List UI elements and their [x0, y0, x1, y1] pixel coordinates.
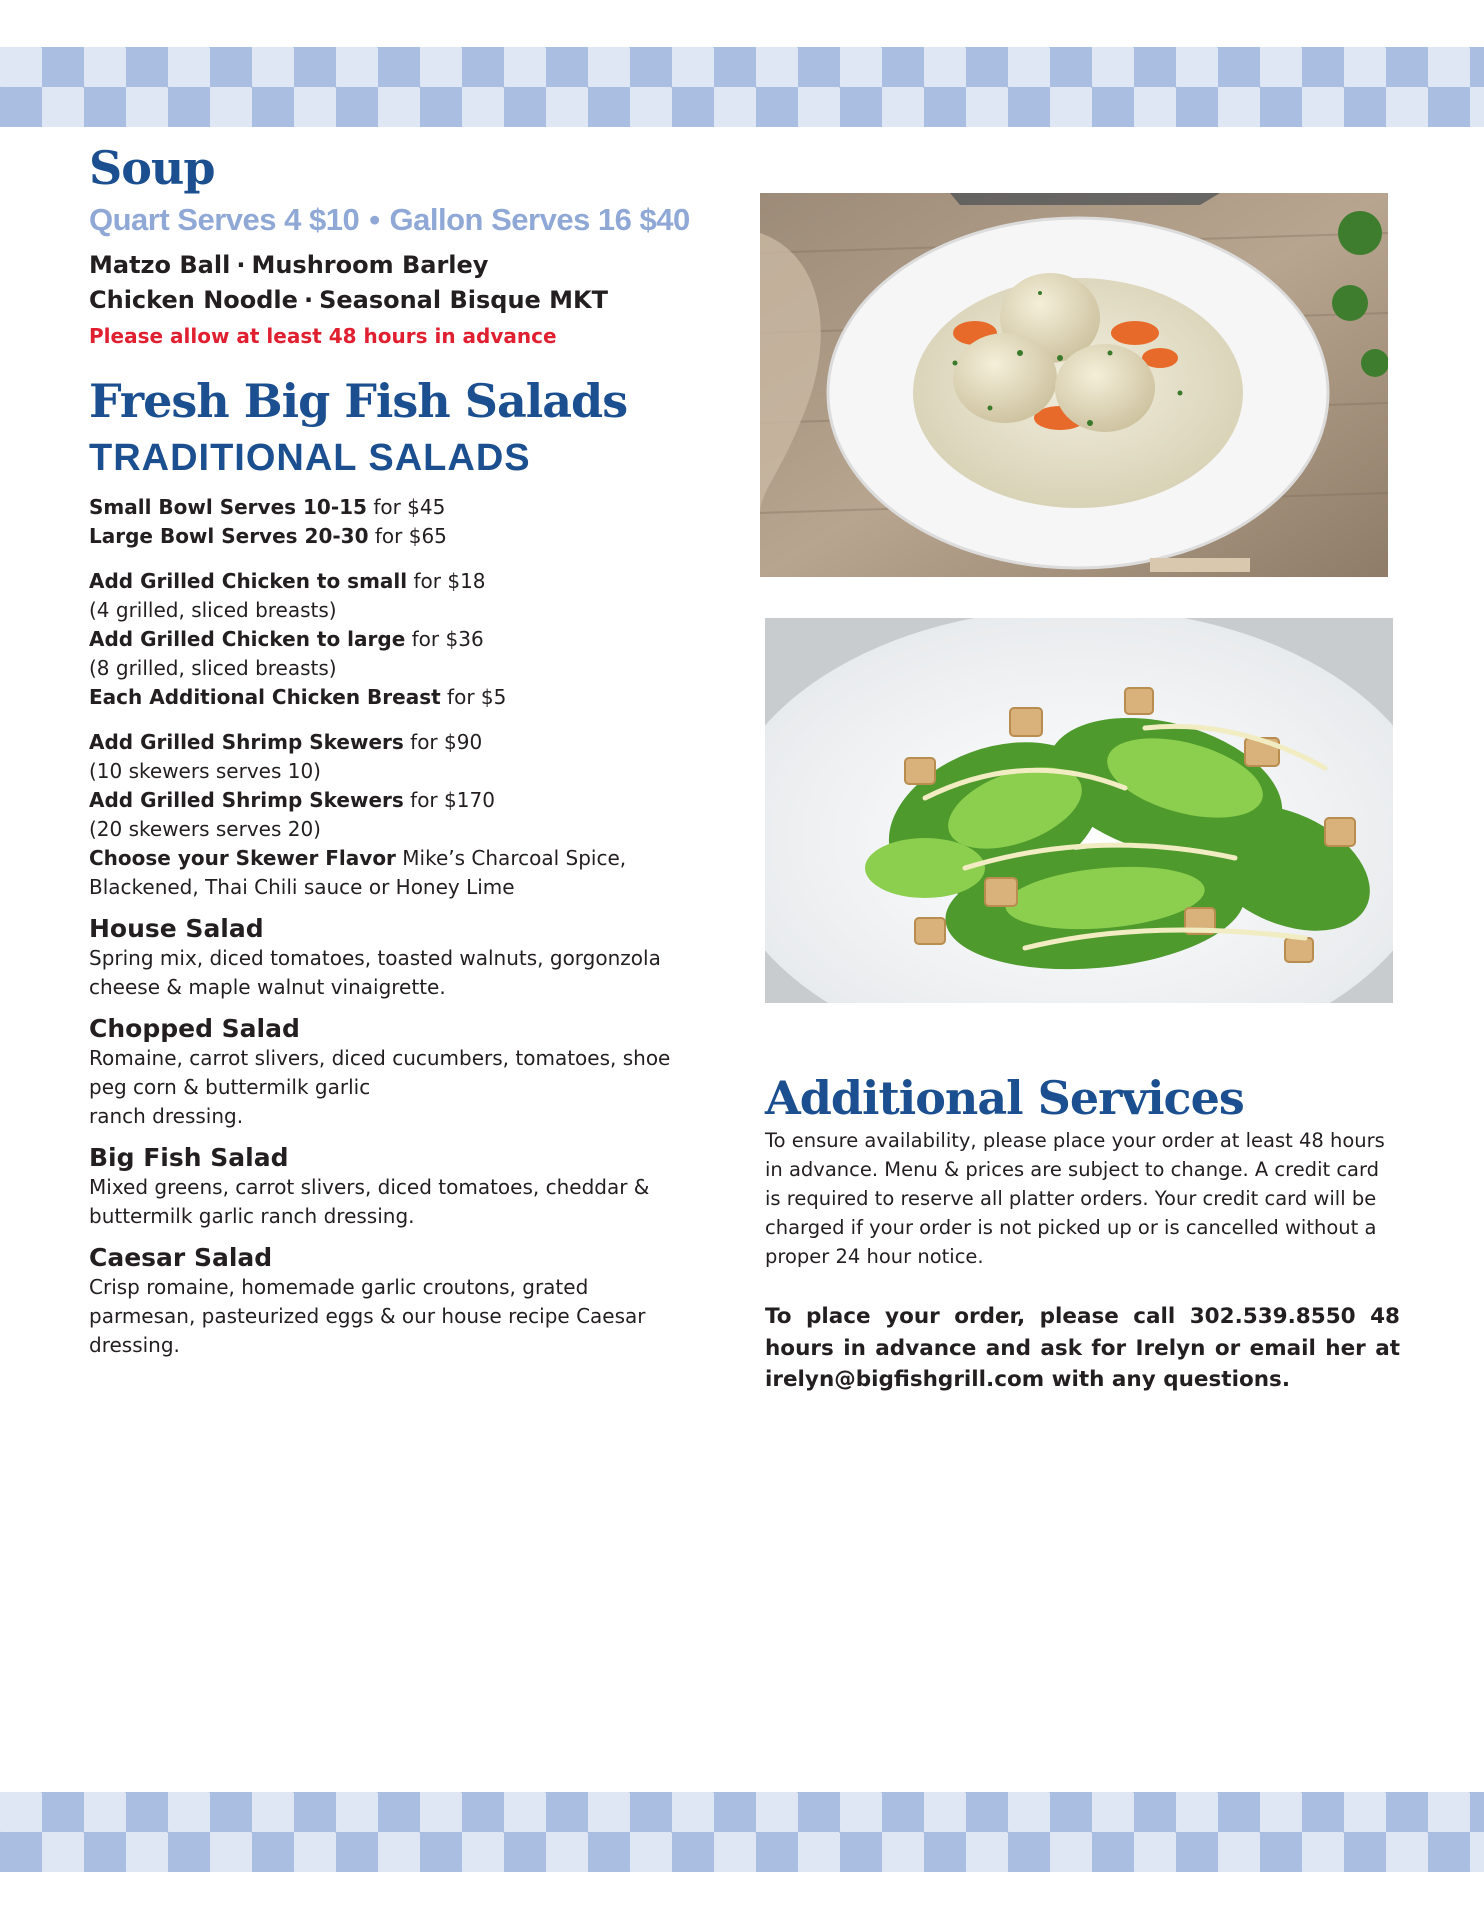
- dot-separator: ·: [236, 251, 246, 279]
- skewer-flavor: [89, 844, 699, 873]
- soup-variety: Matzo Ball: [89, 251, 231, 279]
- advance-notice: Please allow at least 48 hours in advance: [89, 324, 557, 348]
- bullet-separator: •: [369, 202, 380, 237]
- chicken-addons: [89, 567, 699, 712]
- bowl-label: Large Bowl Serves 20-30: [89, 524, 369, 548]
- addon-label: Add Grilled Shrimp Skewers: [89, 788, 404, 812]
- salad-description: [89, 1173, 699, 1231]
- soup-varieties-line-1: [89, 248, 699, 283]
- addon-note: (10 skewers serves 10): [89, 759, 321, 783]
- salad-item: [89, 1243, 699, 1360]
- soup-gallon-price: Gallon Serves 16 $40: [389, 202, 690, 237]
- addon-price: for $90: [410, 730, 483, 754]
- soup-variety: Seasonal Bisque MKT: [319, 286, 609, 314]
- salad-name: House Salad: [89, 914, 264, 943]
- addon-option: [89, 625, 699, 654]
- soup-pricing: [89, 200, 699, 240]
- description-line: buttermilk garlic ranch dressing.: [89, 1204, 415, 1228]
- bowl-option: [89, 493, 699, 522]
- addon-option: [89, 567, 699, 596]
- order-contact-info: To place your order, please call 302.539.8550 48 hours in advance and ask for Irelyn or email her at irelyn@bigfishgrill.com with any questions.: [765, 1304, 1400, 1392]
- addon-label: Each Additional Chicken Breast: [89, 685, 441, 709]
- skewer-flavor-label: Choose your Skewer Flavor: [89, 846, 396, 870]
- salad-name: Big Fish Salad: [89, 1143, 289, 1172]
- salad-name: Chopped Salad: [89, 1014, 300, 1043]
- services-description: [765, 1126, 1400, 1271]
- addon-label: Add Grilled Chicken to small: [89, 569, 408, 593]
- soup-quart-price: Quart Serves 4 $10: [89, 202, 360, 237]
- bowl-price: for $45: [373, 495, 446, 519]
- addon-option: [89, 786, 699, 815]
- checkered-border-top: [0, 47, 1484, 127]
- dot-separator: ·: [303, 286, 314, 314]
- services-line: is required to reserve all platter orders. Your credit card will be: [765, 1187, 1377, 1210]
- addon-label: Add Grilled Shrimp Skewers: [89, 730, 404, 754]
- services-line: proper 24 hour notice.: [765, 1245, 984, 1268]
- skewer-flavor-options: Mike’s Charcoal Spice,: [402, 846, 627, 870]
- soup-varieties-line-2: [89, 283, 699, 318]
- addon-note: (20 skewers serves 20): [89, 817, 321, 841]
- addon-note: (4 grilled, sliced breasts): [89, 598, 337, 622]
- services-line: To ensure availability, please place your order at least 48 hours: [765, 1129, 1385, 1152]
- addon-note: (8 grilled, sliced breasts): [89, 656, 337, 680]
- description-line: dressing.: [89, 1333, 180, 1357]
- description-line: Spring mix, diced tomatoes, toasted walnuts, gorgonzola: [89, 946, 661, 970]
- description-line: peg corn & buttermilk garlic: [89, 1075, 371, 1099]
- bowl-pricing: [89, 493, 699, 551]
- description-line: Romaine, carrot slivers, diced cucumbers, tomatoes, shoe: [89, 1046, 671, 1070]
- addon-price: for $18: [413, 569, 486, 593]
- bowl-label: Small Bowl Serves 10-15: [89, 495, 367, 519]
- description-line: parmesan, pasteurized eggs & our house recipe Caesar: [89, 1304, 646, 1328]
- bowl-price: for $65: [374, 524, 447, 548]
- left-column: [89, 140, 699, 1360]
- description-line: ranch dressing.: [89, 1104, 244, 1128]
- addon-label: Add Grilled Chicken to large: [89, 627, 406, 651]
- right-column: [765, 1070, 1400, 1396]
- salad-name: Caesar Salad: [89, 1243, 273, 1272]
- description-line: Crisp romaine, homemade garlic croutons, grated: [89, 1275, 589, 1299]
- addon-price: for $5: [447, 685, 507, 709]
- salad-description: [89, 944, 699, 1002]
- matzo-ball-soup-photo: [760, 193, 1388, 577]
- description-line: cheese & maple walnut vinaigrette.: [89, 975, 446, 999]
- soup-variety: Mushroom Barley: [251, 251, 489, 279]
- salad-description: [89, 1273, 699, 1360]
- soup-variety: Chicken Noodle: [89, 286, 298, 314]
- addon-price: for $170: [410, 788, 495, 812]
- services-line: in advance. Menu & prices are subject to change. A credit card: [765, 1158, 1380, 1181]
- soup-heading: Soup: [89, 141, 215, 195]
- bowl-option: [89, 522, 699, 551]
- salad-description: [89, 1044, 699, 1131]
- shrimp-addons: [89, 728, 699, 902]
- skewer-flavor-options-cont: Blackened, Thai Chili sauce or Honey Lime: [89, 875, 515, 899]
- services-line: charged if your order is not picked up or is cancelled without a: [765, 1216, 1377, 1239]
- salad-item: [89, 1014, 699, 1131]
- salad-item: [89, 914, 699, 1002]
- addon-price: for $36: [411, 627, 484, 651]
- addon-option: [89, 728, 699, 757]
- caesar-salad-photo: [765, 618, 1393, 1003]
- salads-heading: Fresh Big Fish Salads: [89, 374, 628, 428]
- salad-item: [89, 1143, 699, 1231]
- description-line: Mixed greens, carrot slivers, diced tomatoes, cheddar &: [89, 1175, 650, 1199]
- traditional-salads-subheading: TRADITIONAL SALADS: [89, 437, 531, 479]
- addon-option: [89, 683, 699, 712]
- additional-services-heading: Additional Services: [765, 1071, 1244, 1125]
- checkered-border-bottom: [0, 1792, 1484, 1872]
